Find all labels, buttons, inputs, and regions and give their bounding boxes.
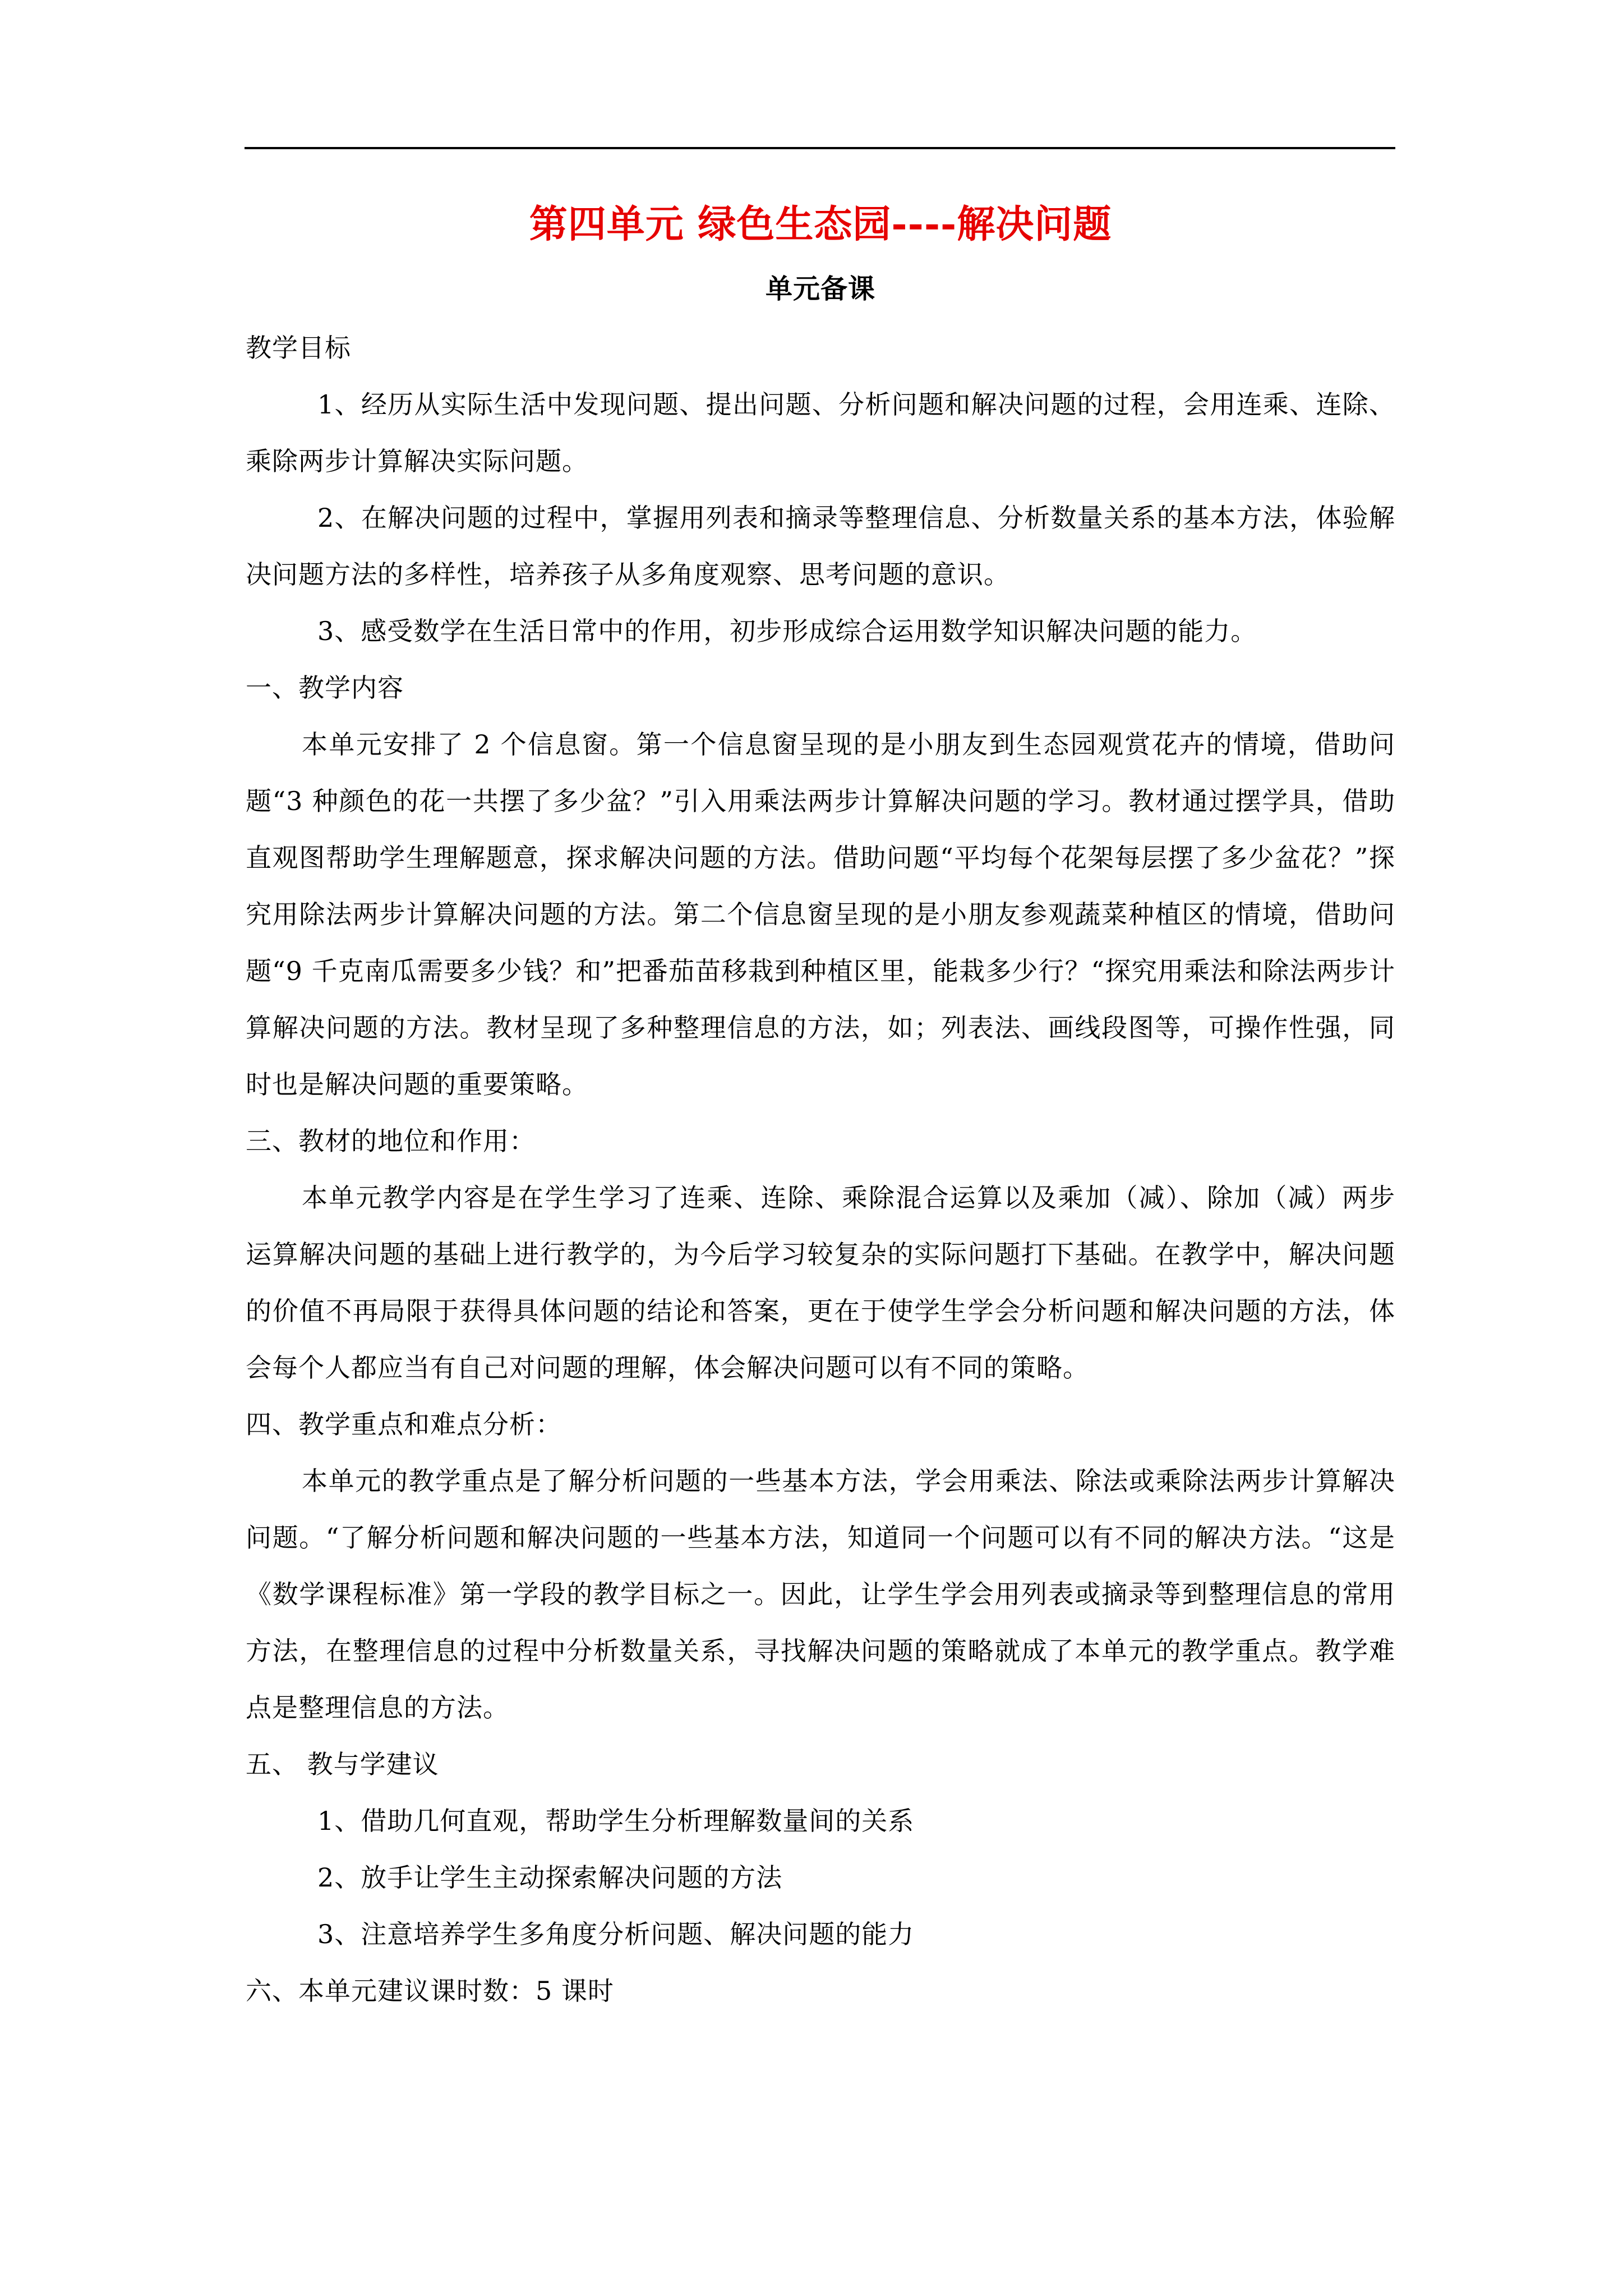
list-item: 3、注意培养学生多角度分析问题、解决问题的能力 (317, 1919, 915, 1949)
document-body (246, 191, 1395, 2019)
section-heading: 三、教材的地位和作用： (246, 1126, 536, 1156)
body-paragraph: 本单元教学内容是在学生学习了连乘、连除、乘除混合运算以及乘加（减）、除加（减）两步运算解决问题的基础上进行教学的，为今后学习较复杂的实际问题打下基础。在教学中，解决问题的价值不再局限于获得具体问题的结论和答案，更在于使学生学会分析问题和解决问题的方法，体会每个人都应当有自己对问题的理解，体会解决问题可以有不同的策略。 (246, 1182, 1395, 1383)
section-heading: 教学目标 (246, 333, 351, 363)
list-item: 1、借助几何直观，帮助学生分析理解数量间的关系 (317, 1806, 915, 1836)
section-heading: 五、 教与学建议 (246, 1749, 439, 1779)
list-item: 2、放手让学生主动探索解决问题的方法 (317, 1862, 783, 1893)
section-heading: 四、教学重点和难点分析： (246, 1409, 562, 1439)
section-heading: 六、本单元建议课时数：5 课时 (246, 1976, 614, 2006)
list-item: 3、感受数学在生活日常中的作用，初步形成综合运用数学知识解决问题的能力。 (317, 616, 1257, 646)
section-heading: 一、教学内容 (246, 673, 404, 703)
list-item: 2、在解决问题的过程中，掌握用列表和摘录等整理信息、分析数量关系的基本方法，体验解决问题方法的多样性，培养孩子从多角度观察、思考问题的意识。 (246, 503, 1395, 590)
header-rule (245, 147, 1395, 149)
list-item: 1、经历从实际生活中发现问题、提出问题、分析问题和解决问题的过程，会用连乘、连除、乘除两步计算解决实际问题。 (246, 389, 1395, 476)
body-paragraph: 本单元的教学重点是了解分析问题的一些基本方法，学会用乘法、除法或乘除法两步计算解决问题。“了解分析问题和解决问题的一些基本方法，知道同一个问题可以有不同的解决方法。“这是《数学课程标准》第一学段的教学目标之一。因此，让学生学会用列表或摘录等到整理信息的常用方法，在整理信息的过程中分析数量关系，寻找解决问题的策略就成了本单元的教学重点。教学难点是整理信息的方法。 (246, 1466, 1395, 1723)
body-paragraph: 本单元安排了 2 个信息窗。第一个信息窗呈现的是小朋友到生态园观赏花卉的情境，借助问题“3 种颜色的花一共摆了多少盆？”引入用乘法两步计算解决问题的学习。教材通过摆学具，借助直观图帮助学生理解题意，探求解决问题的方法。借助问题“平均每个花架每层摆了多少盆花？”探究用除法两步计算解决问题的方法。第二个信息窗呈现的是小朋友参观蔬菜种植区的情境，借助问题“9 千克南瓜需要多少钱？和”把番茄苗移栽到种植区里，能栽多少行？“探究用乘法和除法两步计算解决问题的方法。教材呈现了多种整理信息的方法，如；列表法、画线段图等，可操作性强，同时也是解决问题的重要策略。 (246, 729, 1395, 1099)
document-sections (246, 320, 1395, 2019)
document-subtitle: 单元备课 (765, 273, 875, 305)
document-title: 第四单元 绿色生态园----解决问题 (529, 202, 1112, 247)
